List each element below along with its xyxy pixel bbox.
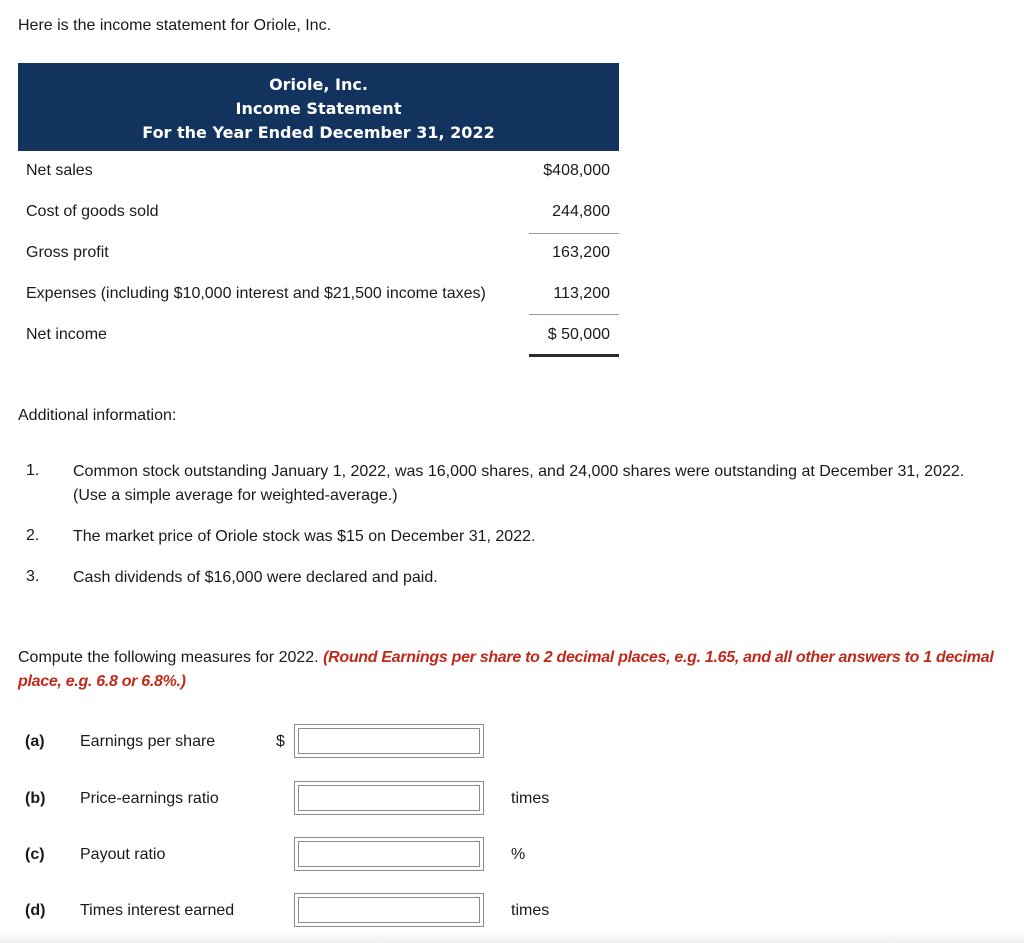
subtotal-rule xyxy=(529,314,619,315)
eps-input[interactable] xyxy=(298,728,480,754)
times-interest-earned-input[interactable] xyxy=(298,897,480,923)
unit-label: times xyxy=(511,790,550,807)
list-item-text: The market price of Oriole stock was $15 on December 31, 2022. xyxy=(73,528,536,545)
company-name: Oriole, Inc. xyxy=(269,75,368,94)
compute-lead: Compute the following measures for 2022. xyxy=(18,649,324,666)
total-double-rule xyxy=(529,354,619,357)
question-label-times-interest-earned: Times interest earned xyxy=(80,902,235,919)
unit-label: % xyxy=(511,846,526,863)
list-item-line: Common stock outstanding January 1, 2022, was 16,000 shares, and 24,000 shares were outstanding at December 31, 2022. xyxy=(73,463,965,480)
row-label-net-income: Net income xyxy=(26,326,107,343)
question-letter-d: (d) xyxy=(25,902,46,919)
dollar-sign: $ xyxy=(276,733,285,750)
statement-period: For the Year Ended December 31, 2022 xyxy=(142,123,495,142)
additional-info-title: Additional information: xyxy=(18,407,177,424)
list-item-line: (Use a simple average for weighted-average.) xyxy=(73,487,398,504)
answer-box-eps xyxy=(294,724,484,758)
list-number: 3. xyxy=(26,568,40,585)
answer-box-times-interest-earned xyxy=(294,893,484,927)
question-label-pe-ratio: Price-earnings ratio xyxy=(80,790,219,807)
pe-ratio-input[interactable] xyxy=(298,785,480,811)
row-amount-net-sales: $408,000 xyxy=(543,162,610,179)
answer-box-payout-ratio xyxy=(294,837,484,871)
row-label-cogs: Cost of goods sold xyxy=(26,203,159,220)
question-letter-a: (a) xyxy=(25,733,45,750)
statement-title: Income Statement xyxy=(235,99,402,118)
payout-ratio-input[interactable] xyxy=(298,841,480,867)
question-label-payout-ratio: Payout ratio xyxy=(80,846,166,863)
row-amount-expenses: 113,200 xyxy=(553,285,610,302)
unit-label: times xyxy=(511,902,550,919)
answer-box-pe-ratio xyxy=(294,781,484,815)
row-amount-cogs: 244,800 xyxy=(552,203,610,220)
row-amount-gross-profit: 163,200 xyxy=(552,244,610,261)
list-item-text: Cash dividends of $16,000 were declared and paid. xyxy=(73,569,438,586)
row-label-net-sales: Net sales xyxy=(26,162,93,179)
question-letter-b: (b) xyxy=(25,790,46,807)
list-number: 2. xyxy=(26,527,40,544)
rounding-instruction: (Round Earnings per share to 2 decimal places, e.g. 1.65, and all other answers to 1 decimal place, e.g. 6.8 or 6.8%.) xyxy=(18,649,994,690)
bottom-edge-shade xyxy=(0,930,1024,943)
statement-header xyxy=(18,63,619,151)
question-label-eps: Earnings per share xyxy=(80,733,216,750)
row-label-expenses: Expenses (including $10,000 interest and $21,500 income taxes) xyxy=(26,285,486,302)
list-number: 1. xyxy=(26,462,40,479)
row-amount-net-income: $ 50,000 xyxy=(547,326,610,343)
question-letter-c: (c) xyxy=(25,846,45,863)
subtotal-rule xyxy=(529,233,619,234)
compute-instructions xyxy=(18,646,1013,694)
row-label-gross-profit: Gross profit xyxy=(26,244,109,261)
intro-text: Here is the income statement for Oriole, Inc. xyxy=(18,17,332,34)
list-item-text xyxy=(73,460,964,508)
